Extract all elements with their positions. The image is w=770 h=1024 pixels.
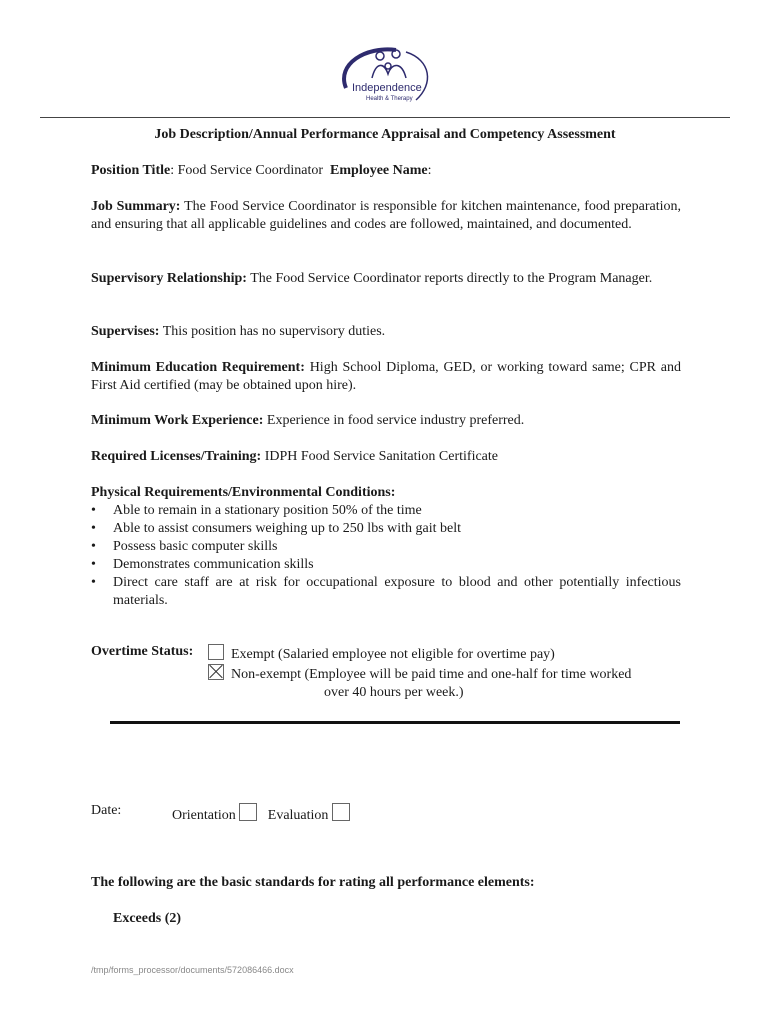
- date-label: Date:: [91, 803, 122, 818]
- orientation-checkbox[interactable]: [239, 803, 257, 821]
- position-line: Position Title: Food Service Coordinator Employee Name:: [91, 163, 432, 178]
- licenses-training: [91, 448, 681, 466]
- supervises-label: Supervises:: [91, 324, 160, 339]
- experience-text: Experience in food service industry preferred.: [266, 413, 525, 428]
- date-options: [172, 803, 350, 824]
- list-item: • Able to assist consumers weighing up to 250 lbs with gait belt: [91, 520, 681, 538]
- header-divider: [40, 117, 730, 118]
- list-item: • Possess basic computer skills: [91, 538, 681, 556]
- supervisory-label: Supervisory Relationship:: [91, 271, 247, 286]
- job-summary-label: Job Summary:: [91, 199, 181, 214]
- list-item: • Demonstrates communication skills: [91, 556, 681, 574]
- job-summary-text: The Food Service Coordinator is responsible for kitchen maintenance, food preparation, and ensuring that all applicable guidelines and codes are followed, maintained, and documented.: [91, 199, 681, 232]
- nonexempt-checkbox[interactable]: [208, 664, 224, 680]
- evaluation-label: Evaluation: [267, 808, 329, 823]
- nonexempt-option: [208, 664, 631, 684]
- position-label: Position Title: [91, 163, 171, 178]
- list-item: • Direct care staff are at risk for occupational exposure to blood and other potentially infectious materials.: [91, 574, 681, 610]
- overtime-label: Overtime Status:: [91, 644, 194, 659]
- nonexempt-text: Non-exempt (Employee will be paid time and one-half for time worked: [231, 667, 632, 682]
- supervises-text: This position has no supervisory duties.: [162, 324, 386, 339]
- education-requirement: [91, 359, 681, 395]
- overtime-options: [208, 644, 631, 702]
- physical-list: [91, 502, 681, 610]
- footer-path: /tmp/forms_processor/documents/572086466.docx: [91, 965, 294, 975]
- physical-requirements: [91, 484, 681, 610]
- section-divider: [110, 721, 680, 724]
- exempt-option: [208, 644, 631, 664]
- logo-tagline: Health & Therapy: [366, 96, 413, 102]
- list-item: • Able to remain in a stationary position 50% of the time: [91, 502, 681, 520]
- work-experience: [91, 412, 681, 430]
- exempt-text: Exempt (Salaried employee not eligible for overtime pay): [231, 647, 555, 662]
- standards-heading: The following are the basic standards for rating all performance elements:: [91, 875, 535, 890]
- supervisory-text: The Food Service Coordinator reports directly to the Program Manager.: [250, 271, 653, 286]
- company-logo: [336, 44, 436, 108]
- education-label: Minimum Education Requirement:: [91, 360, 305, 375]
- exceeds-heading: Exceeds (2): [113, 911, 182, 926]
- physical-label: Physical Requirements/Environmental Conditions:: [91, 485, 396, 500]
- licenses-label: Required Licenses/Training:: [91, 449, 262, 464]
- employee-name-label: Employee Name: [330, 163, 428, 178]
- document-title: Job Description/Annual Performance Appraisal and Competency Assessment: [154, 127, 616, 142]
- nonexempt-text-cont: over 40 hours per week.): [324, 685, 464, 700]
- job-summary: [91, 198, 681, 234]
- position-value: Food Service Coordinator: [177, 163, 324, 178]
- education-text: High School Diploma, GED, or working toward same; CPR and First Aid certified (may be obtained upon hire).: [91, 360, 681, 393]
- experience-label: Minimum Work Experience:: [91, 413, 264, 428]
- evaluation-checkbox[interactable]: [332, 803, 350, 821]
- logo-name: Independence: [352, 82, 422, 94]
- supervisory-relationship: [91, 270, 681, 288]
- licenses-text: IDPH Food Service Sanitation Certificate: [264, 449, 499, 464]
- supervises: [91, 323, 681, 341]
- exempt-checkbox[interactable]: [208, 644, 224, 660]
- orientation-label: Orientation: [172, 808, 236, 823]
